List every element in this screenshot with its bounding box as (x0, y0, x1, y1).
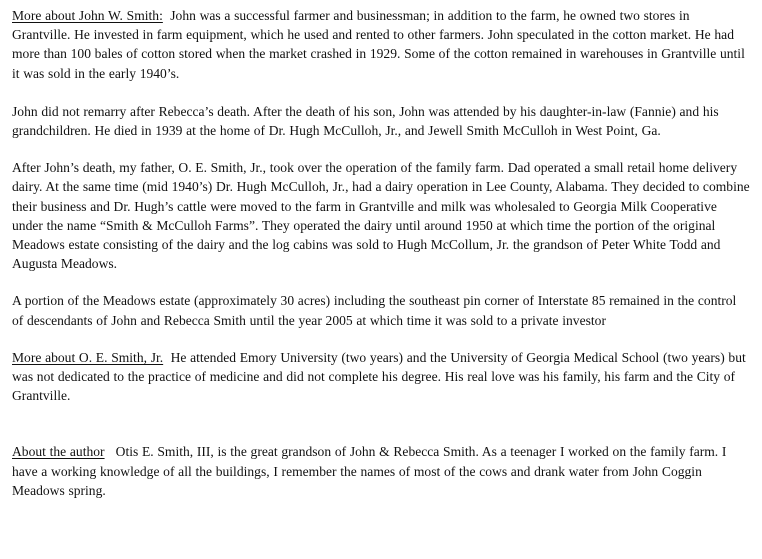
heading-about-the-author: About the author (12, 444, 105, 460)
paragraph-about-the-author (12, 442, 750, 500)
heading-o-e-smith-jr: More about O. E. Smith, Jr. (12, 349, 164, 365)
paragraph-text: John did not remarry after Rebecca’s death. After the death of his son, John was attended by his daughter-in-law (Fannie) and his grandchildren. He died in 1939 at the home of Dr. Hugh McCulloh, Jr., and Jewell Smith McCulloh in West Point, Ga. (12, 103, 719, 139)
paragraph-john-w-smith (12, 6, 750, 83)
paragraph-text: John was a successful farmer and businessman; in addition to the farm, he owned two stores in Grantville. He invested in farm equipment, which he used and rented to other farmers. John speculated in the cotton market. He had more than 100 bales of cotton stored when the market crashed in 1929. Some of the cotton remained in warehouses in Grantville until it was sold in the early 1940’s. (12, 8, 745, 81)
paragraph-o-e-smith-jr (12, 348, 750, 406)
paragraph-text: After John’s death, my father, O. E. Smith, Jr., took over the operation of the family farm. Dad operated a small retail home delivery dairy. At the same time (mid 1940’s) Dr. Hugh McCulloh, Jr., had a dairy operation in Lee County, Alabama. They decided to combine their business and Dr. Hugh’s cattle were moved to the farm in Grantville and milk was wholesaled to Georgia Milk Cooperative under the name “Smith & McCulloh Farms”. They operated the dairy until around 1950 at which time the portion of the original Meadows estate consisting of the dairy and the log cabins was sold to Hugh McCollum, Jr. the grandson of Peter White Todd and Augusta Meadows. (12, 160, 750, 272)
paragraph-meadows-estate (12, 291, 750, 329)
paragraph-family-farm (12, 158, 750, 273)
paragraph-john-death (12, 102, 750, 140)
heading-john-w-smith: More about John W. Smith: (12, 8, 163, 23)
paragraph-text: Otis E. Smith, III, is the great grandson of John & Rebecca Smith. As a teenager I worked on the family farm. I have a working knowledge of all the buildings, I remember the names of most of the cows and drank water from John Coggin Meadows spring. (12, 444, 727, 498)
paragraph-text: A portion of the Meadows estate (approximately 30 acres) including the southeast pin corner of Interstate 85 remained in the control of descendants of John and Rebecca Smith until the year 2005 at which time it was sold to a private investor (12, 293, 737, 328)
paragraph-text: He attended Emory University (two years) and the University of Georgia Medical School (two years) but was not dedicated to the practice of medicine and did not complete his degree. His real love was his family, his farm and the City of Grantville. (12, 349, 746, 404)
